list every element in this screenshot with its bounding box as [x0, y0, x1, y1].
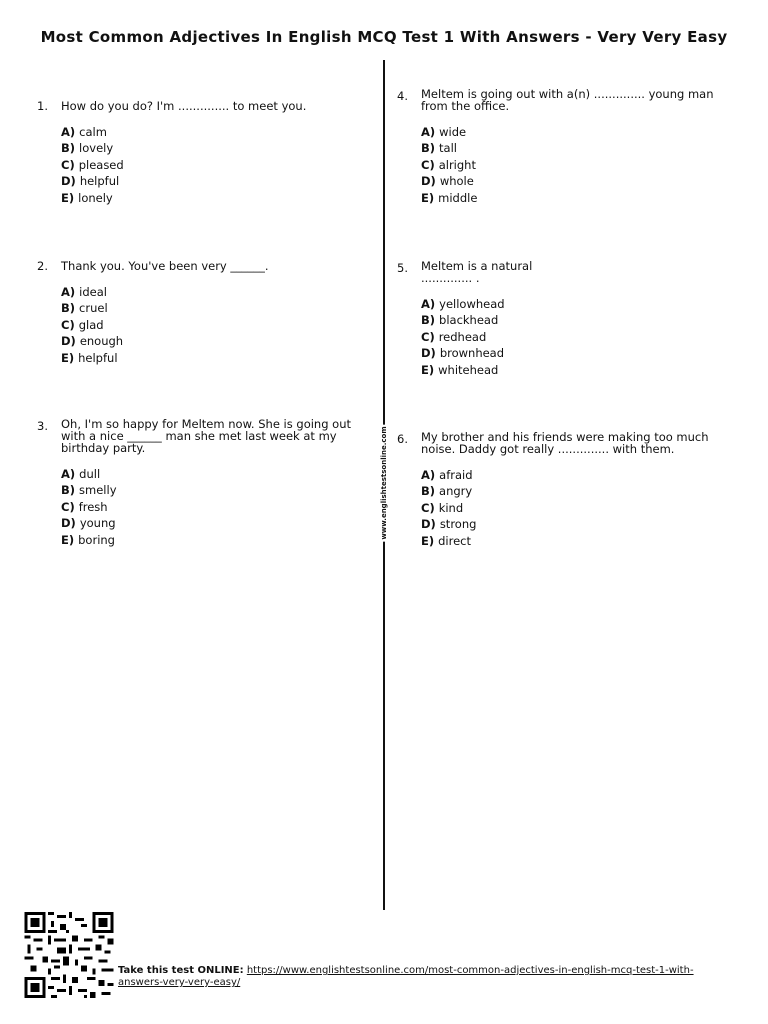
- option-text: lonely: [78, 190, 113, 205]
- option-text: middle: [438, 190, 478, 205]
- question-text: Thank you. You've been very ______.: [61, 259, 269, 273]
- option-letter: A): [61, 125, 76, 139]
- option-text: fresh: [78, 499, 108, 514]
- option-letter: D): [421, 517, 436, 532]
- option-text: alright: [438, 157, 476, 172]
- option-text: kind: [438, 500, 464, 515]
- option-letter: B): [61, 301, 76, 316]
- option-e[interactable]: [421, 533, 476, 549]
- options-list: [421, 124, 477, 206]
- option-b[interactable]: [421, 483, 476, 499]
- option-text: wide: [439, 125, 467, 139]
- option-letter: A): [421, 125, 436, 139]
- option-letter: B): [421, 484, 436, 499]
- question-text: Meltem is a natural .............. .: [421, 259, 533, 285]
- option-d[interactable]: [61, 515, 117, 531]
- option-a[interactable]: [421, 296, 505, 312]
- option-text: glad: [78, 317, 104, 332]
- option-letter: E): [421, 190, 435, 205]
- option-letter: C): [61, 499, 75, 514]
- option-d[interactable]: [61, 333, 123, 349]
- option-text: enough: [79, 334, 124, 349]
- option-d[interactable]: [61, 173, 124, 189]
- option-text: yellowhead: [439, 297, 505, 311]
- options-list: [421, 467, 476, 549]
- option-text: blackhead: [439, 313, 499, 328]
- option-b[interactable]: [61, 300, 123, 316]
- option-a[interactable]: [421, 467, 476, 483]
- option-letter: C): [421, 500, 435, 515]
- option-a[interactable]: [61, 466, 117, 482]
- footer: [118, 965, 698, 989]
- option-c[interactable]: [421, 500, 476, 516]
- option-letter: C): [421, 329, 435, 344]
- question-number: 1.: [37, 99, 48, 113]
- question-text: My brother and his friends were making too much noise. Daddy got really .............. with them.: [421, 430, 709, 456]
- question-text: Oh, I'm so happy for Meltem now. She is going out with a nice ______ man she met last week at my birthday party.: [61, 417, 351, 455]
- question-number: 2.: [37, 259, 48, 273]
- question-number: 5.: [397, 261, 408, 275]
- option-letter: D): [61, 174, 76, 189]
- option-text: angry: [439, 484, 473, 499]
- option-c[interactable]: [61, 317, 123, 333]
- option-e[interactable]: [421, 362, 505, 378]
- option-letter: A): [61, 285, 76, 299]
- option-text: boring: [78, 532, 115, 547]
- option-c[interactable]: [421, 329, 505, 345]
- option-b[interactable]: [421, 312, 505, 328]
- option-text: whitehead: [438, 362, 499, 377]
- option-text: calm: [79, 125, 107, 139]
- options-list: [61, 124, 124, 206]
- question-text: Meltem is going out with a(n) .............. young man from the office.: [421, 87, 714, 113]
- option-letter: D): [421, 346, 436, 361]
- question-text: How do you do? I'm .............. to meet you.: [61, 99, 307, 113]
- option-a[interactable]: [61, 284, 123, 300]
- option-text: afraid: [439, 468, 473, 482]
- option-text: brownhead: [439, 346, 505, 361]
- option-letter: C): [421, 157, 435, 172]
- option-a[interactable]: [61, 124, 124, 140]
- test-online-link[interactable]: https://www.englishtestsonline.com/most-common-adjectives-in-english-mcq-test-1-with-answers-very-very-easy/: [118, 965, 694, 988]
- option-letter: A): [421, 468, 436, 482]
- option-letter: A): [421, 297, 436, 311]
- options-list: [421, 296, 505, 378]
- option-text: redhead: [438, 329, 487, 344]
- option-b[interactable]: [61, 482, 117, 498]
- option-text: young: [79, 516, 116, 531]
- option-c[interactable]: [61, 499, 117, 515]
- question-number: 6.: [397, 432, 408, 446]
- option-d[interactable]: [421, 345, 505, 361]
- option-b[interactable]: [421, 140, 477, 156]
- option-d[interactable]: [421, 173, 477, 189]
- option-letter: E): [421, 362, 435, 377]
- option-text: helpful: [78, 350, 118, 365]
- option-letter: B): [421, 313, 436, 328]
- question-number: 4.: [397, 89, 408, 103]
- option-letter: E): [421, 533, 435, 548]
- option-letter: A): [61, 467, 76, 481]
- option-text: dull: [79, 467, 101, 481]
- option-c[interactable]: [61, 157, 124, 173]
- option-letter: D): [61, 334, 76, 349]
- option-text: lovely: [79, 141, 114, 156]
- option-letter: C): [61, 317, 75, 332]
- option-e[interactable]: [61, 532, 117, 548]
- option-letter: D): [61, 516, 76, 531]
- option-text: tall: [439, 141, 457, 156]
- side-url-watermark: www.englishtestsonline.com: [380, 426, 388, 540]
- option-d[interactable]: [421, 516, 476, 532]
- option-a[interactable]: [421, 124, 477, 140]
- option-text: direct: [438, 533, 472, 548]
- qr-code-icon[interactable]: [24, 912, 114, 998]
- option-e[interactable]: [61, 350, 123, 366]
- footer-label: Take this test ONLINE:: [118, 965, 244, 976]
- option-text: helpful: [79, 174, 120, 189]
- option-letter: D): [421, 174, 436, 189]
- option-letter: E): [61, 190, 75, 205]
- page-title: Most Common Adjectives In English MCQ Test 1 With Answers - Very Very Easy: [40, 28, 728, 46]
- options-list: [61, 466, 117, 548]
- option-e[interactable]: [61, 190, 124, 206]
- option-text: strong: [439, 517, 477, 532]
- option-letter: E): [61, 350, 75, 365]
- options-list: [61, 284, 123, 366]
- option-e[interactable]: [421, 190, 477, 206]
- option-letter: B): [61, 483, 76, 498]
- option-b[interactable]: [61, 140, 124, 156]
- option-text: ideal: [79, 285, 107, 299]
- option-text: cruel: [79, 301, 108, 316]
- question-number: 3.: [37, 419, 48, 433]
- option-text: whole: [439, 174, 474, 189]
- option-letter: B): [61, 141, 76, 156]
- option-text: pleased: [78, 157, 124, 172]
- option-letter: C): [61, 157, 75, 172]
- option-text: smelly: [79, 483, 117, 498]
- option-letter: E): [61, 532, 75, 547]
- option-c[interactable]: [421, 157, 477, 173]
- option-letter: B): [421, 141, 436, 156]
